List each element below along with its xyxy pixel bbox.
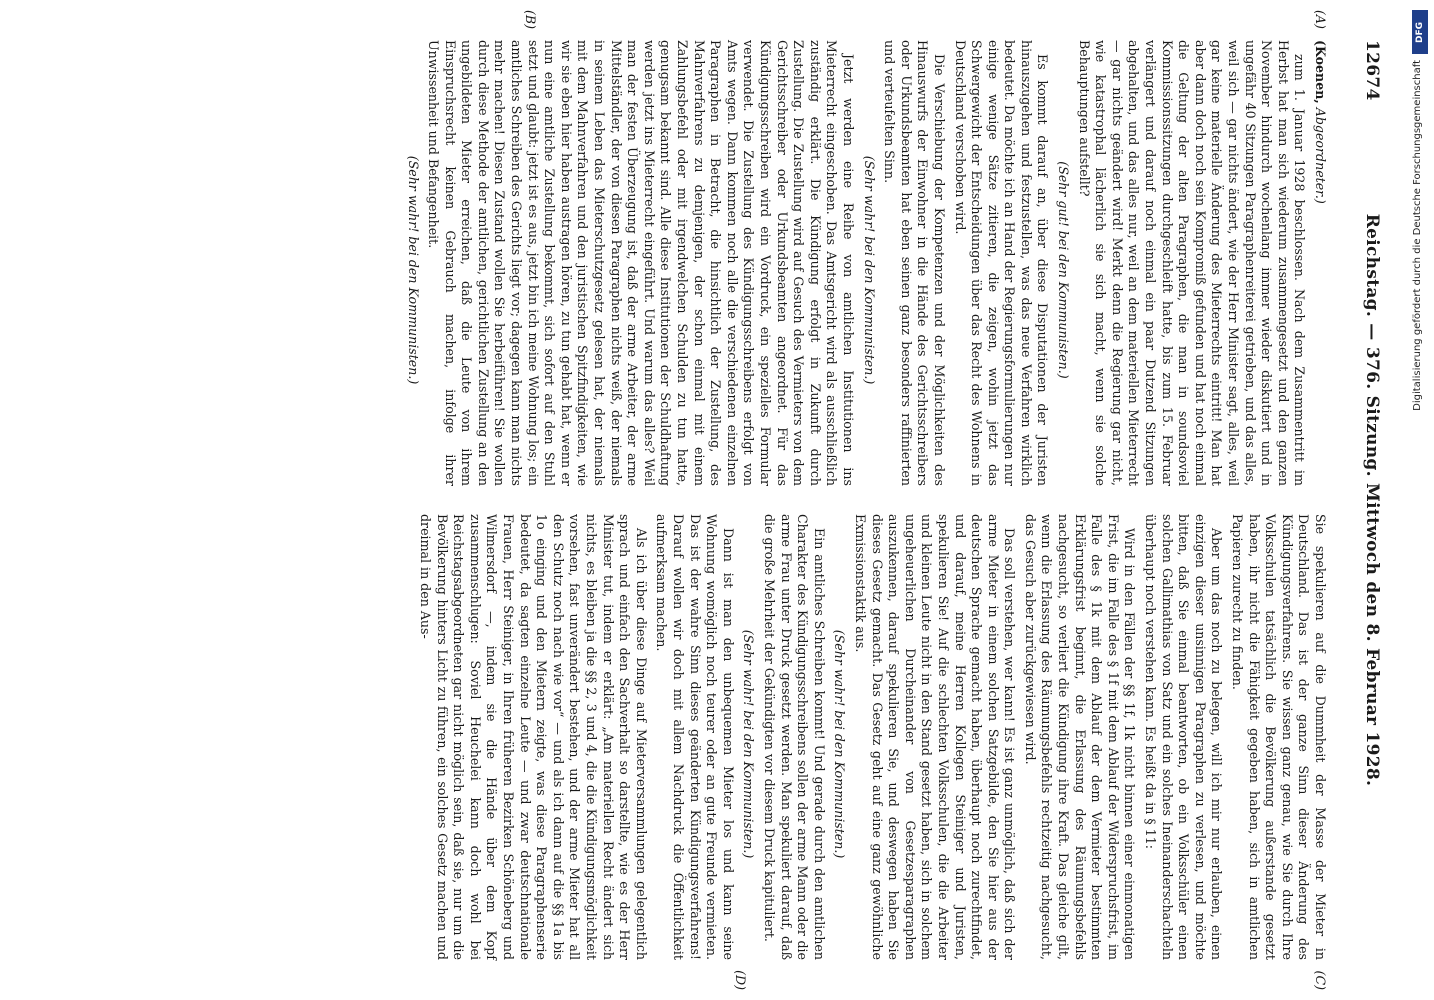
margin-marker-a: (A) <box>1313 10 1328 29</box>
paragraph: Die Verschiebung der Kompetenzen und der Möglichkeiten des Hinauswurfs der Einwohner in die Hände des Gerichtsschreibers oder Urkundsbeamten hat eben seinen ganz besonders raffinierten und verteufelten Sinn. <box>882 40 947 486</box>
paragraph: Sie spekulieren auf die Dummheit der Masse der Mieter in Deutschland. Das ist der ganze Sinn dieser Änderung des Kündigungsverfahrens. Sie wissen ganz genau, wie Sie durch Ihre Volksschulen tatsächlich die Bevölkerung außerstande gesetzt haben, ihr nicht die Fähigkeit gegeben haben, sich in amtlichen Papieren zurecht zu finden. <box>1230 514 1328 960</box>
paragraph: Das soll verstehen, wer kann! Es ist ganz unmöglich, daß sich der arme Mieter in einem solchen Satzgebilde, den Sie hier aus der deutschen Sprache gemacht haben, überhaupt noch zurechtfindet, und darauf, meine Herren Kollegen Steiniger und Juristen, spekulieren Sie! Auf die schlechten Volksschulen, die die Arbeiter und kleinen Leute nicht in den Stand gesetzt haben, sich in solchem ungeheuerlichen Durcheinander von Gesetzesparagraphen auszukennen, darauf spekulieren Sie, und deswegen haben Sie dieses Gesetz gemacht. Das Gesetz geht auf eine ganz gewöhnliche Exmissionstaktik aus. <box>852 514 1018 960</box>
paragraph: Es kommt darauf an, über diese Disputationen der Juristen hinauszugehen und festzustellen, was das neue Verfahren wirklich bedeutet. Da möchte ich an Hand der Regierungsformulierungen nur einige wenige Sätze zitieren, die zeigen, wohin jetzt das Schwergewicht der Entscheidungen über das Recht des Wohnens in Deutschland verschoben wird. <box>952 40 1051 486</box>
margin-marker-d: (D) <box>733 970 748 990</box>
interjection: (Sehr wahr! bei den Kommunisten.) <box>861 155 877 385</box>
paragraph: Als ich über diese Dinge auf Mieterversammlungen gelegentlich sprach und einfach den Sachverhalt so darstellte, wie es der Herr Minister tut, indem er erklärt: „Am materiellen Recht ändert sich nichts, es bleiben ja die §§ 2, 3 und 4, die die Kündigungsmöglichkeit vorsehen, fast unverändert bestehen, und der arme Mieter hat all den Schutz noch nach wie vor“ — und als ich dann auf die §§ 1a bis 1o einging und den Mietern zeigte, was diese Paragraphenserie bedeutet, da sagten einzelne Leute — und zwar deutschnationale Frauen, Herr Steiniger, in Ihren früheren Bezirken Schöneberg und Wilmersdorf —, indem sie die Hände über dem Kopf zusammenschlugen: Soviel Heuchelei kann doch wohl bei Reichstagsabgeordneten gar nicht möglich sein, daß sie, nur um die Bevölkerung hinters Licht zu führen, ein solches Gesetz machen und dreimal in den Aus- <box>418 514 649 960</box>
interjection: (Sehr wahr! bei den Kommunisten.) <box>832 629 848 859</box>
paragraph: Wird in den Fällen der §§ 1f, 1k nicht binnen einer einmonatigen Frist, die im Falle des § 1f mit dem Ablauf der Widerspruchsfrist, im Falle des § 1k mit dem Ablauf der dem Vermieter bestimmten Erklärungsfrist beginnt, die Erlassung des Räumungsbefehls nachgesucht, so verliert die Kündigung ihre Kraft. Das gleiche gilt, wenn die Erlassung des Räumungsbefehls rechtzeitig nachgesucht, das Gesuch aber zurückgewiesen wird. <box>1022 514 1138 960</box>
left-column <box>30 10 1328 486</box>
paragraph: Ein amtliches Schreiben kommt! Und gerade durch den amtlichen Charakter des Kündigungsschreibens sollen der arme Mann oder die arme Frau unter Druck gesetzt werden. Man spekuliert darauf, daß die große Mehrheit der Gekündigten vor diesem Druck kapituliert. <box>762 514 827 960</box>
interjection: (Sehr wahr! bei den Kommunisten.) <box>741 629 757 859</box>
running-head <box>1352 40 1392 960</box>
dfg-logo: DFG <box>1412 10 1428 54</box>
paragraph: Aber um das noch zu belegen, will ich mir nur erlauben, einen einzigen dieser unsinnigen Paragraphen zu verlesen, und möchte bitten, daß Sie einmal beantworten, ob ein Volksschüler einen solchen Gallimathias von Satz und ein solches Ineinanderschachteln überhaupt noch verstehen kann. Es heißt da in § 11: <box>1143 514 1225 960</box>
paragraph: Jetzt werden eine Reihe von amtlichen Institutionen ins Mieterrecht eingeschoben. Das Amtsgericht wird als ausschließlich zuständig erklärt. Die Kündigung erfolgt in Zukunft durch Zustellung. Die Zustellung wird auf Gesuch des Vermieters von dem Gerichtsschreiber oder Urkundsbeamten angeordnet. Für das Kündigungsschreiben wird ein Vordruck, ein spezielles Formular verwendet. Die Zustellung des Kündigungsschreibens erfolgt von Amts wegen. Dann kommen noch alle die verschiedenen einzelnen Paragraphen in Betracht, die hinsichtlich der Zustellung, des Mahnverfahrens zu demjenigen, der schon einmal mit einem Zahlungsbefehl oder mit irgendwelchen Schulden zu tun hatte, genugsam bekannt sind. Alle diese Institutionen der Schuldhaftung werden jetzt ins Mieterrecht eingeführt. Und warum das alles? Weil man der festen Überzeugung ist, daß der arme Arbeiter, der arme Mittelständler, der von diesen Paragraphen nichts weiß, der niemals in seinem Leben das Mieterschutzgesetz gelesen hat, der niemals mit dem Mahnverfahren und den juristischen Spitzfindigkeiten, wie wir sie eben hier haben austragen hören, zu tun gehabt hat, wenn er nun eine amtliche Zustellung bekommt, sich sofort auf den Stuhl setzt und glaubt: jetzt ist es aus, jetzt bin ich meine Wohnung los; ein amtliches Schreiben des Gerichts liegt vor; dagegen kann man nichts mehr machen! Diesen Zustand wollen Sie herbeiführen! Sie wollen durch diese Methode der amtlichen, gerichtlichen Zustellung an den ungebildeten Mieter erreichen, daß die Leute von ihrem Einspruchsrecht keinen Gebrauch machen, infolge ihrer Unwissenheit und Befangenheit. <box>426 40 856 486</box>
paragraph: zum 1. Januar 1928 beschlossen. Nach dem Zusammentritt im Herbst hat man sich wiederum zusammengesetzt und den ganzen November hindurch wochenlang immer wieder diskutiert und in ungefähr 40 Sitzungen Paragraphenreiterei getrieben, und das alles, weil sich — gar nichts ändert, wie der Herr Minister sagt, alles, weil gar keine materielle Änderung des Mieterrechts eintritt! Man hat aber dann doch noch sein Kompromiß gefunden und hat noch einmal die Geltung der alten Paragraphen, die man in soundsoviel Kommissionssitzungen durchgeschleift hatte, bis zum 15. Februar verlängert und darauf noch einmal ein paar Dutzend Sitzungen abgehalten, und das alles nur, weil an dem materiellen Mieterrecht — gar nichts geändert wird! Merkt denn die Regierung gar nicht, wie katastrophal lächerlich sie sich macht, wenn sie solche Behauptungen aufstellt? <box>1076 40 1308 486</box>
margin-marker-c: (C) <box>1313 970 1328 990</box>
speaker-role: Abgeordneter.) <box>1313 107 1328 204</box>
margin-marker-b: (B) <box>523 10 538 30</box>
right-column <box>30 514 1328 990</box>
paragraph: Dann ist man den unbequemen Mieter los und kann seine Wohnung womöglich noch teurer oder an gute Freunde vermieten. Das ist der wahre Sinn dieses geänderten Kündigungsverfahrens! Darauf wollen wir doch mit allem Nachdruck die Öffentlichkeit aufmerksam machen. <box>654 514 736 960</box>
interjection: (Sehr wahr! bei den Kommunisten.) <box>405 155 421 385</box>
page-number: 12674 <box>1362 40 1382 101</box>
digitization-credit: Digitalisierung gefördert durch die Deutsche Forschungsgemeinschaft <box>1412 60 1423 411</box>
page-title: Reichstag. — 376. Sitzung. Mittwoch den 8. Februar 1928. <box>1362 213 1382 787</box>
text-columns <box>30 10 1328 990</box>
speaker-name: (Koenen, <box>1313 40 1328 104</box>
interjection: (Sehr gut! bei den Kommunisten.) <box>1056 161 1072 379</box>
speaker-line <box>1311 40 1328 486</box>
digitization-sidenote <box>1412 10 1430 990</box>
